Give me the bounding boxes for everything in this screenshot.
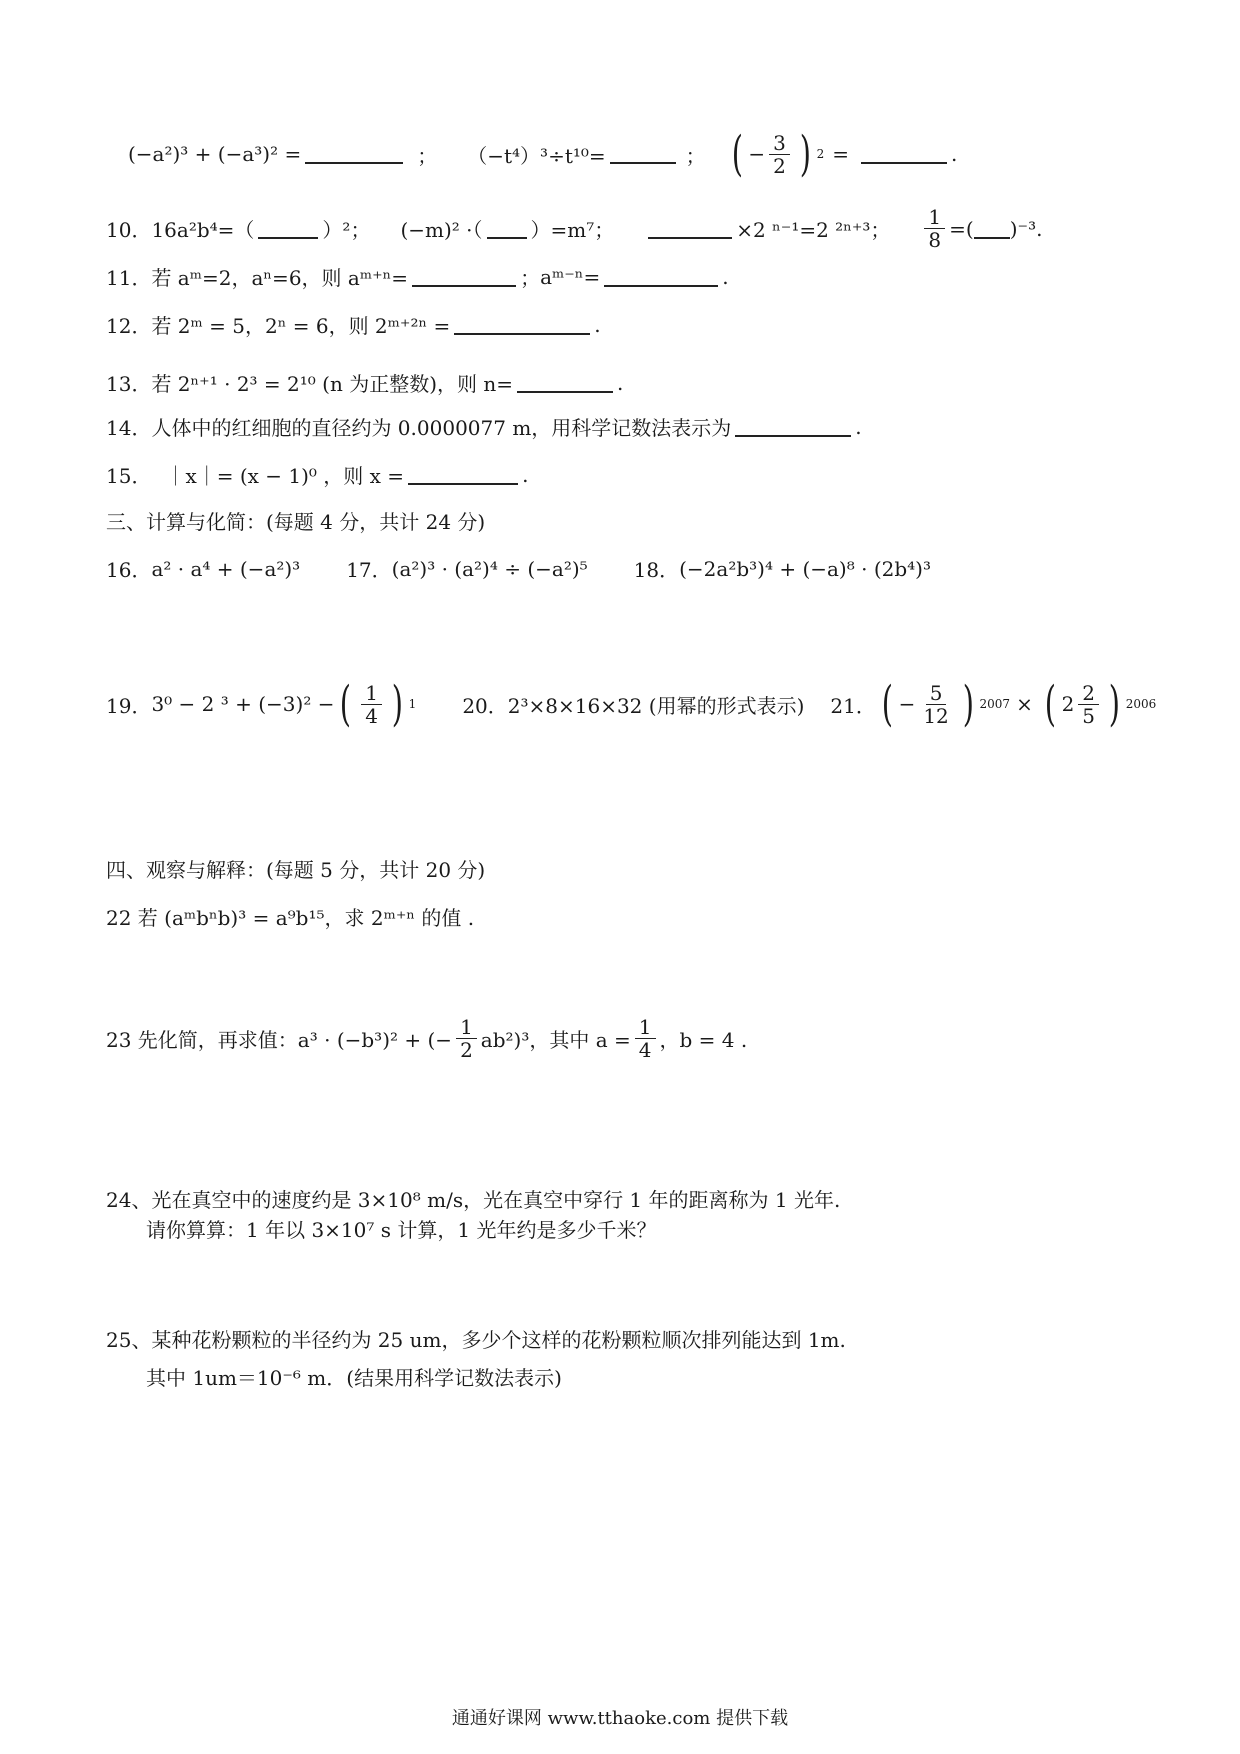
q10-part1-end: ）²； <box>322 218 371 242</box>
q14-num: 14． <box>106 416 152 440</box>
blank-3[interactable] <box>861 144 947 164</box>
q21-whole: 2 <box>1061 692 1075 716</box>
q10-blank-4[interactable] <box>974 219 1010 239</box>
q12-text: 若 2ᵐ = 5，2ⁿ = 6，则 2ᵐ⁺²ⁿ = <box>151 314 451 338</box>
q12 <box>106 310 601 339</box>
q15-num: 15． <box>106 464 152 488</box>
q13-text: 若 2ⁿ⁺¹ · 2³ = 2¹⁰ (n 为正整数)，则 n= <box>151 372 514 396</box>
q16-18-row <box>106 554 931 583</box>
q20-num: 20． <box>462 693 508 718</box>
q21-times: × <box>1016 692 1033 716</box>
q10-num: 10． <box>106 218 152 242</box>
q21-frac1: $\frac{5}{12}$ <box>923 680 949 728</box>
q11-end: . <box>722 264 729 289</box>
q21-frac2: $\frac{2}{5}$ <box>1078 682 1099 727</box>
q10-blank-2[interactable] <box>487 219 527 239</box>
q23-text3: ，b = 4 . <box>659 1028 748 1052</box>
expr3-sign: − <box>748 142 766 166</box>
q11-blank-1[interactable] <box>412 267 516 287</box>
blank-1[interactable] <box>305 144 403 164</box>
q10-frac: $\frac{1}{8}$ <box>924 206 945 251</box>
q14-end: . <box>855 414 862 439</box>
q10-part2: (−m)² ·（ <box>400 218 483 242</box>
expr3-frac: $\frac{3}{2}$ <box>769 132 790 177</box>
q13-end: . <box>617 370 624 395</box>
expr1: (−a²)³ + (−a³)² = <box>128 142 302 166</box>
q10 <box>106 206 1042 251</box>
q15-blank[interactable] <box>408 465 518 485</box>
q15-text: ｜x｜= (x − 1)⁰ ，则 x = <box>165 464 405 488</box>
q20-text: 2³×8×16×32 (用幂的形式表示) <box>507 693 805 718</box>
q14 <box>106 412 862 441</box>
q19-21-row: 19． 3⁰ − 2 ³ + (−3)² − ( $\frac{1}{4}$ ) 1 20． 2³×8×16×32 (用幂的形式表示) 21． ( − $\frac{5}{12}$ ) 2007 × ( 2 $\frac{2}{5}$ ) 2006 <box>106 676 1157 732</box>
section4-heading: 四、观察与解释：(每题 5 分，共计 20 分) <box>106 858 486 882</box>
q25-line1: 25、某种花粉颗粒的半径约为 25 um，多少个这样的花粉颗粒顺次排列能达到 1m. <box>106 1328 846 1352</box>
q22: 22 若 (aᵐbⁿb)³ = a⁹b¹⁵，求 2ᵐ⁺ⁿ 的值 . <box>106 906 475 930</box>
q19-num: 19． <box>106 693 152 718</box>
q11-text1: 若 aᵐ=2，aⁿ=6，则 aᵐ⁺ⁿ= <box>151 266 409 290</box>
q12-num: 12． <box>106 314 152 338</box>
q12-blank[interactable] <box>454 315 590 335</box>
q10-blank-3[interactable] <box>648 219 732 239</box>
q21-num: 21． <box>830 693 876 718</box>
q17-num: 17． <box>346 558 392 582</box>
q11 <box>106 262 729 291</box>
q11-text2: aᵐ⁻ⁿ= <box>540 264 601 289</box>
q19-frac: $\frac{1}{4}$ <box>361 682 382 727</box>
blank-2[interactable] <box>610 144 676 164</box>
q13-blank[interactable] <box>517 373 613 393</box>
q19-text: 3⁰ − 2 ³ + (−3)² − <box>151 692 335 716</box>
q23-frac: $\frac{1}{2}$ <box>456 1016 477 1061</box>
q23-a-frac: $\frac{1}{4}$ <box>635 1016 656 1061</box>
q17-text: (a²)³ · (a²)⁴ ÷ (−a²)⁵ <box>391 556 588 581</box>
q13 <box>106 368 623 397</box>
q14-text: 人体中的红细胞的直径约为 0.0000077 m，用科学记数法表示为 <box>151 416 732 440</box>
q11-num: 11． <box>106 266 152 290</box>
q11-sep: ； <box>520 266 541 290</box>
section3-heading: 三、计算与化简：(每题 4 分，共计 24 分) <box>106 510 486 534</box>
q24-line1: 24、光在真空中的速度约是 3×10⁸ m/s，光在真空中穿行 1 年的距离称为 1 光年. <box>106 1188 841 1212</box>
q10-part4-end: )⁻³. <box>1009 216 1043 241</box>
line-top: (−a²)³ + (−a³)² = ； （−t⁴）³÷t¹⁰= ； ( − $\frac{3}{2}$ ) 2 = . <box>128 126 958 182</box>
q10-part1: 16a²b⁴=（ <box>151 218 255 242</box>
q10-part2-end: ）=m⁷； <box>530 218 615 242</box>
q24-line2: 请你算算：1 年以 3×10⁷ s 计算，1 光年约是多少千米？ <box>146 1218 657 1242</box>
q23-text1: 23 先化简，再求值：a³ · (−b³)² + (− <box>106 1028 453 1052</box>
q25-line2: 其中 1um＝10⁻⁶ m．(结果用科学记数法表示) <box>146 1366 562 1390</box>
q16-num: 16． <box>106 558 152 582</box>
q12-end: . <box>594 312 601 337</box>
q10-part3: ×2 ⁿ⁻¹=2 ²ⁿ⁺³； <box>736 218 891 242</box>
q10-part4: =( <box>949 216 974 241</box>
expr2: （−t⁴）³÷t¹⁰= <box>467 143 606 168</box>
q18-num: 18． <box>633 558 680 582</box>
q14-blank[interactable] <box>735 417 851 437</box>
q23 <box>106 1016 747 1061</box>
q21-sign: − <box>898 692 916 716</box>
q16-text: a² · a⁴ + (−a²)³ <box>151 556 301 581</box>
page-footer: 通通好课网 www.tthaoke.com 提供下载 <box>451 1708 789 1729</box>
q15 <box>106 460 528 489</box>
q23-text2: ab²)³，其中 a = <box>480 1028 631 1052</box>
q10-blank-1[interactable] <box>258 219 318 239</box>
q15-end: . <box>522 462 529 487</box>
q18-text: (−2a²b³)⁴ + (−a)⁸ · (2b⁴)³ <box>679 556 931 581</box>
q11-blank-2[interactable] <box>604 267 718 287</box>
line-top-tail: . <box>951 142 958 166</box>
q13-num: 13． <box>106 372 152 396</box>
